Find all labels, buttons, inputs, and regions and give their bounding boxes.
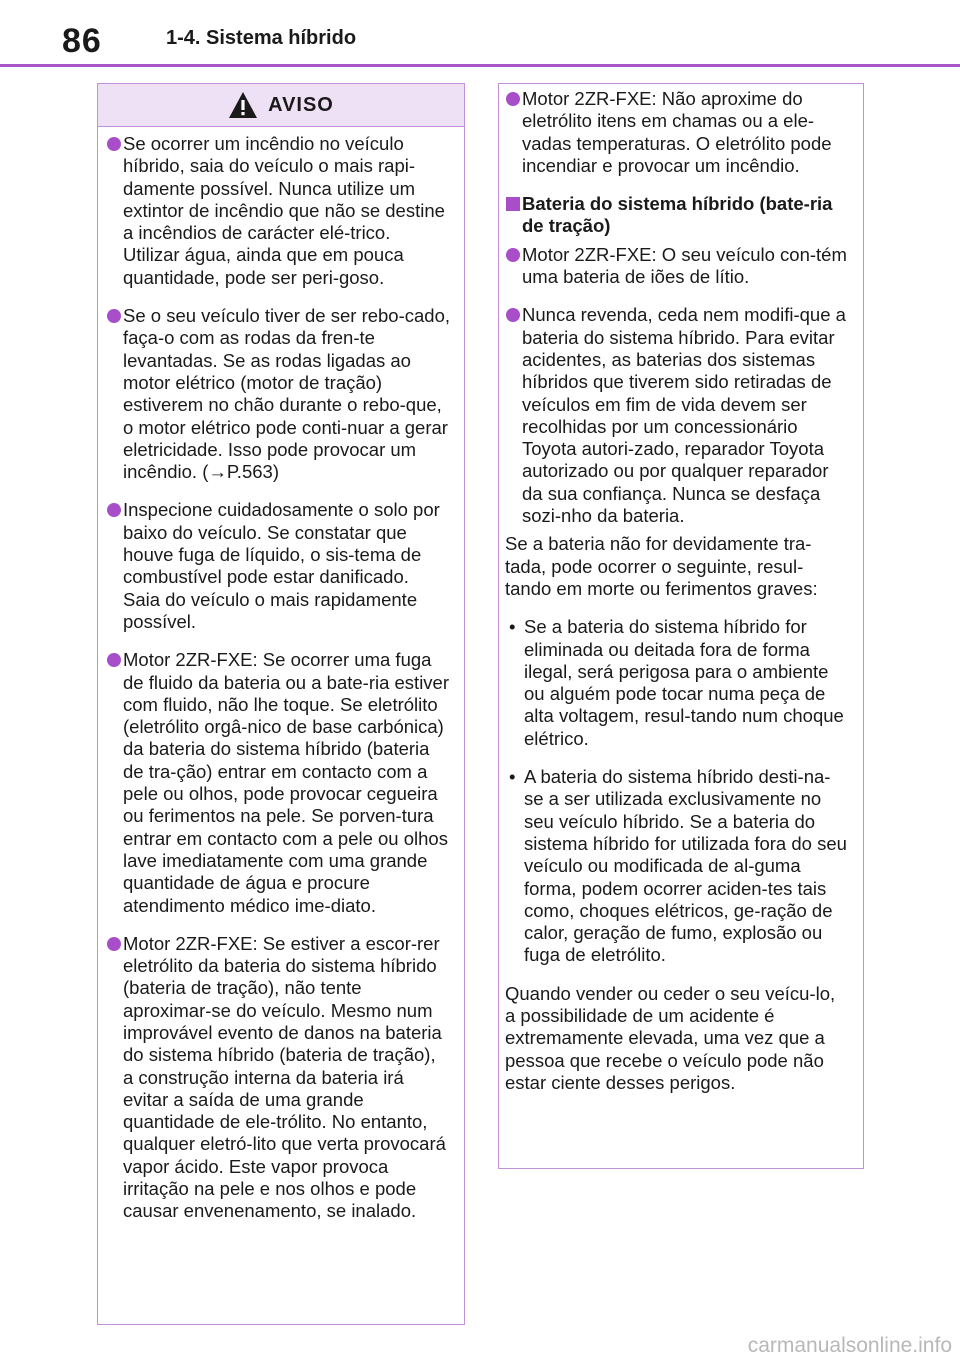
watermark: carmanualsonline.info — [747, 1334, 952, 1357]
section-title: 1-4. Sistema híbrido — [166, 27, 357, 49]
warning-content — [98, 127, 464, 1223]
dot-bullet-icon: • — [509, 766, 516, 788]
paragraph: Quando vender ou ceder o seu veícu-lo, a possibilidade de um acidente é extremamente elevada, uma vez que a pessoa que recebe o veículo pode não estar ciente desses perigos. — [505, 982, 836, 1093]
warning-title: AVISO — [268, 93, 334, 116]
warning-box-continued — [498, 83, 864, 1169]
warning-item: Inspecione cuidadosamente o solo por baixo do veículo. Se constatar que houve fuga de líquido, o sis-tema de combustível pode estar danificado. Saia do veículo o mais rapidamente possível. — [106, 499, 450, 633]
dot-bullet-icon: • — [509, 616, 516, 638]
warning-item: Se ocorrer um incêndio no veículo híbrido, saia do veículo o mais rapi-damente possível. Nunca utilize um extintor de incêndio que não se destine a incêndios de carácter elé-trico. Utilizar água, ainda que em pouca quantidade, pode ser peri-goso. — [106, 133, 450, 289]
bullet-icon — [107, 503, 121, 517]
warning-content-continued — [499, 84, 863, 1094]
page-number: 86 — [62, 22, 102, 60]
warning-item: Motor 2ZR-FXE: O seu veículo con-tém uma bateria de iões de lítio. — [505, 244, 849, 289]
warning-item: Motor 2ZR-FXE: Se estiver a escor-rer eletrólito da bateria do sistema híbrido (bateria de tração), não tente aproximar-se do veículo. Mesmo num improvável evento de danos na bateria do sistema híbrido (bateria de tração), a construção interna da bateria irá evitar a saída de uma grande quantidade de ele-trólito. No entanto, qualquer eletró-lito que verta provocará vapor ácido. Este vapor provoca irritação na pele e nos olhos e pode causar envenenamento, se inalado. — [106, 933, 450, 1223]
bullet-icon — [506, 248, 520, 262]
warning-header — [98, 84, 464, 127]
warning-box — [97, 83, 465, 1325]
warning-triangle-icon — [228, 91, 258, 119]
bullet-icon — [107, 137, 121, 151]
warning-item: Motor 2ZR-FXE: Se ocorrer uma fuga de fluido da bateria ou a bate-ria estiver com fluido, não lhe toque. Se eletrólito (eletrólito orgâ-nico de base carbónica) da bateria do sistema híbrido (bateria de tra-ção) entrar em contacto com a pele ou olhos, pode provocar cegueira ou ferimentos na pele. Se porven-tura entrar em contacto com a pele ou olhos lave imediatamente com uma grande quantidade de água e procure atendimento médico ime-diato. — [106, 649, 450, 917]
bullet-icon — [107, 937, 121, 951]
bullet-icon — [107, 309, 121, 323]
bullet-icon — [506, 308, 520, 322]
bullet-icon — [107, 653, 121, 667]
header-rule — [0, 64, 960, 67]
page-header — [0, 0, 960, 68]
warning-item: Se o seu veículo tiver de ser rebo-cado, faça-o com as rodas da fren-te levantadas. Se as rodas ligadas ao motor elétrico (motor de tração) estiverem no chão durante o rebo-que, o motor elétrico pode conti-nuar a gerar eletricidade. Isso pode provocar um incêndio. (→P.563) — [106, 305, 450, 483]
paragraph: Se a bateria não for devidamente tra-tada, pode ocorrer o seguinte, resul-tando em morte ou ferimentos graves: — [505, 533, 818, 599]
list-item: • Se a bateria do sistema híbrido for eliminada ou deitada fora de forma ilegal, será perigosa para o ambiente ou alguém pode tocar numa peça de alta voltagem, resul-tando num choque elétrico. — [509, 616, 844, 749]
square-bullet-icon — [506, 197, 520, 211]
warning-item: Motor 2ZR-FXE: Não aproxime do eletrólito itens em chamas ou a ele-vadas temperaturas. O eletrólito pode incendiar e provocar um incêndio. — [505, 88, 849, 177]
subheading: Bateria do sistema híbrido (bate-ria de tração) — [505, 193, 849, 238]
list-item: • A bateria do sistema híbrido desti-na-se a ser utilizada exclusivamente no seu veículo híbrido. Se a bateria do sistema híbrido for utilizada fora do seu veículo ou modificada de al-guma forma, podem ocorrer aciden-tes tais como, choques elétricos, ge-ração de calor, geração de fumo, explosão ou fuga de eletrólito. — [509, 766, 847, 966]
warning-item: Nunca revenda, ceda nem modifi-que a bateria do sistema híbrido. Para evitar acidentes, as baterias dos sistemas híbridos que tiverem sido retiradas de veículos em fim de vida devem ser recolhidas por um concessionário Toyota autori-zado, reparador Toyota autorizado ou por qualquer reparador da sua confiança. Nunca se desfaça sozi-nho da bateria. — [505, 304, 849, 527]
bullet-icon — [506, 92, 520, 106]
